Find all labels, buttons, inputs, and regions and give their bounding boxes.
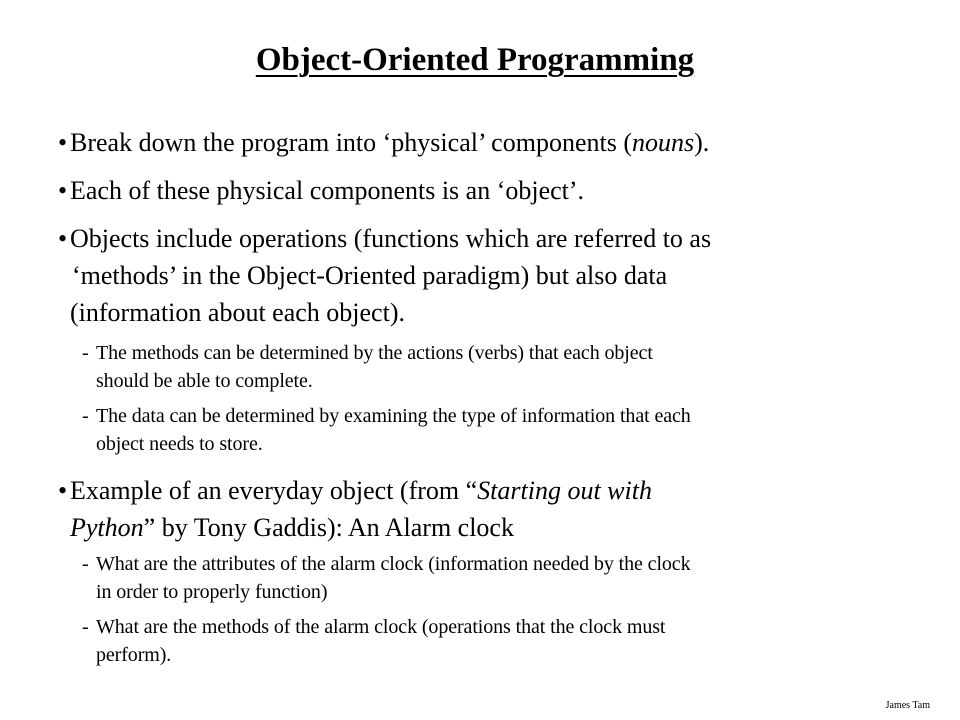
sub-item-text: What are the attributes of the alarm clock (information needed by the clock in order to properly function) xyxy=(96,553,691,603)
sub-item-methods-clock xyxy=(82,613,918,669)
bullet-objects-include xyxy=(58,220,918,331)
bullet-marker: • xyxy=(58,176,68,205)
slide-body xyxy=(58,124,918,683)
bullet-physical-components xyxy=(58,172,918,209)
bullet-text: Objects include operations (functions which are referred to as ‘methods’ in the Object-Oriented paradigm) but also data (information about each object). xyxy=(70,224,712,327)
author-footer: James Tam xyxy=(885,700,930,711)
dash-marker: - xyxy=(82,342,89,364)
bullet-text: Example of an everyday object (from “Starting out with Python” by Tony Gaddis): An Alarm clock xyxy=(70,476,652,542)
slide-title: Object-Oriented Programming xyxy=(255,42,695,78)
bullet-marker: • xyxy=(58,476,68,505)
dash-marker: - xyxy=(82,616,89,638)
bullet-marker: • xyxy=(58,224,68,253)
bullet-example-alarm-clock xyxy=(58,472,918,546)
bullet-text: Break down the program into ‘physical’ components (nouns). xyxy=(70,128,710,157)
sub-item-methods xyxy=(82,339,918,395)
sub-list-alarm-clock xyxy=(58,550,918,669)
bullet-break-down xyxy=(58,124,918,161)
dash-marker: - xyxy=(82,405,89,427)
dash-marker: - xyxy=(82,553,89,575)
bullet-text: Each of these physical components is an ‘object’. xyxy=(70,176,585,205)
sub-item-data xyxy=(82,402,918,458)
sub-item-text: The data can be determined by examining the type of information that each object needs to store. xyxy=(96,405,691,455)
sub-item-text: What are the methods of the alarm clock (operations that the clock must perform). xyxy=(96,616,666,666)
sub-item-text: The methods can be determined by the actions (verbs) that each object should be able to complete. xyxy=(96,342,653,392)
sub-list-methods-data xyxy=(58,339,918,458)
bullet-marker: • xyxy=(58,128,68,157)
sub-item-attributes xyxy=(82,550,918,606)
